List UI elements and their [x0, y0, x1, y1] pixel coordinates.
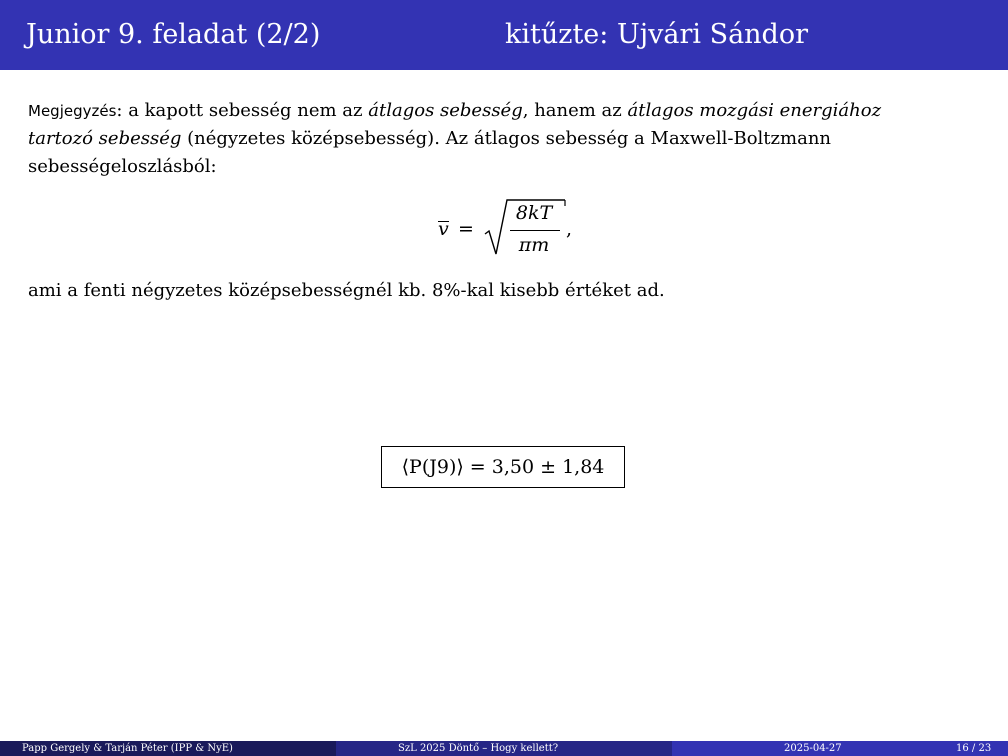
- note-text-1: : a kapott sebesség nem az: [116, 100, 369, 121]
- footer-segment-event: [336, 741, 672, 756]
- slide-header: [0, 0, 1008, 70]
- footer-segment-date: [672, 741, 1008, 756]
- note-label: Megjegyzés: [28, 102, 117, 120]
- note-block: [28, 97, 928, 181]
- footer-page-number: 16 / 23: [956, 743, 992, 754]
- note-text-2: , hanem az: [522, 100, 628, 121]
- formula-equals: =: [458, 218, 474, 240]
- formula-numerator: 8kT: [515, 202, 553, 224]
- problem-setter: kitűzte: Ujvári Sándor: [505, 19, 808, 50]
- note-emphasis-2: átlagos mozgási energiához tartozó sebesség: [28, 100, 882, 149]
- result-box: ⟨P(J9)⟩ = 3,50 ± 1,84: [381, 446, 625, 488]
- slide-title: Junior 9. feladat (2/2): [26, 19, 321, 50]
- note-text-3: (négyzetes középsebesség). Az átlagos sebesség a Maxwell-Boltzmann sebességeloszlásból:: [28, 128, 832, 177]
- formula-lhs: v: [438, 218, 449, 240]
- note-paragraph: [28, 97, 928, 181]
- formula-denominator: πm: [518, 234, 550, 256]
- fraction-bar: [510, 230, 560, 231]
- note-emphasis-1: átlagos sebesség: [368, 100, 523, 121]
- footer-event: SzL 2025 Döntő – Hogy kellett?: [398, 743, 559, 754]
- footer-date: 2025-04-27: [784, 743, 842, 754]
- footer-authors: Papp Gergely & Tarján Péter (IPP & NyE): [22, 743, 233, 754]
- footer-segment-authors: [0, 741, 336, 756]
- comparison-text: ami a fenti négyzetes középsebességnél kb. 8%-kal kisebb értéket ad.: [28, 280, 665, 301]
- slide-footer: [0, 741, 1008, 756]
- formula-comma: ,: [566, 218, 573, 240]
